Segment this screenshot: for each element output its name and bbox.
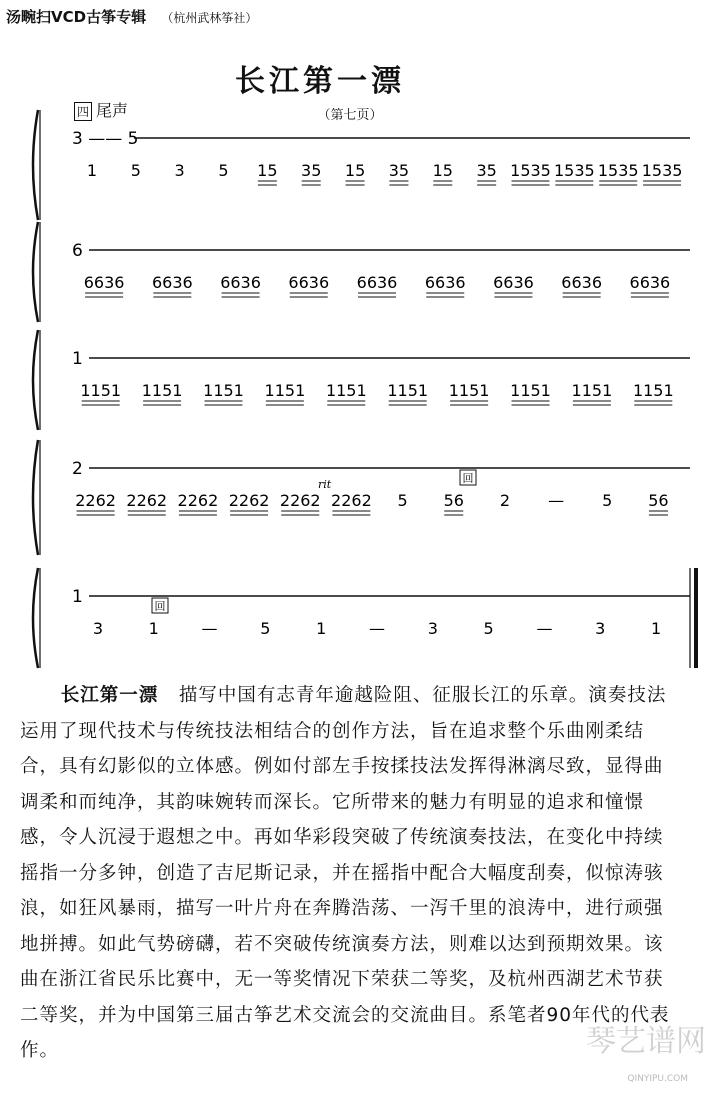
upper-note: 1 [72,587,83,607]
essay-lead: 长江第一漂 [60,685,159,706]
section-text: 尾声 [96,101,129,120]
jianpu-note: 2262 [177,491,219,510]
publisher: （杭州武林筝社） [161,11,258,25]
jianpu-note: 1151 [632,381,674,400]
jianpu-note: 5 [483,619,494,638]
jianpu-note: 2262 [228,491,270,510]
jianpu-note: 6636 [83,273,125,292]
series-title: 汤畹扫VCD古筝专辑 [6,8,147,26]
jianpu-note: 1151 [448,381,490,400]
jianpu-note: — [201,619,218,638]
system-brace [33,110,38,220]
jianpu-note: 2262 [126,491,168,510]
jianpu-note: 5 [130,161,141,180]
jianpu-note: 6636 [493,273,534,292]
jianpu-note: 1151 [325,381,367,400]
jianpu-note: 6636 [561,273,603,292]
jianpu-note: 1151 [510,381,551,400]
jianpu-note: 6636 [424,273,466,292]
watermark-url: QINYIPU.COM [627,1074,688,1084]
jianpu-note: 5 [602,491,613,510]
upper-note: 2 [72,459,83,479]
jianpu-note: — [536,619,553,638]
jianpu-note: 5 [260,619,271,638]
box-mark-text: 回 [462,472,474,485]
jianpu-note: 6636 [629,273,671,292]
jianpu-note: 3 [595,619,606,638]
jianpu-note: 1 [86,161,98,180]
jianpu-note: 35 [301,161,322,180]
jianpu-note: 6636 [220,273,261,292]
jianpu-note: 6636 [356,273,398,292]
jianpu-note: 1535 [553,161,595,180]
upper-note: 6 [72,241,83,261]
jianpu-note: 1151 [141,381,183,400]
box-mark-text: 回 [154,600,166,613]
jianpu-note: 3 [174,161,185,180]
jianpu-note: 56 [648,491,669,510]
upper-note: 1 [72,349,83,369]
jianpu-note: 2262 [279,491,321,510]
jianpu-note: 2 [499,491,511,510]
jianpu-note: 6636 [288,273,330,292]
jianpu-note: 1535 [641,161,683,180]
watermark: 琴艺谱网 [586,1024,706,1059]
system-brace [33,568,38,668]
system-brace [33,440,38,555]
jianpu-note: — [369,619,385,638]
score-systems [33,110,696,668]
jianpu-note: 1 [650,619,662,638]
jianpu-note: 15 [257,161,278,180]
jianpu-note: 5 [397,491,408,510]
jianpu-note: 5 [218,161,229,180]
jianpu-note: 3 [92,619,104,638]
upper-note: 3 —— 5 [72,129,139,149]
jianpu-note: 15 [432,161,453,180]
jianpu-note: 15 [344,161,366,180]
piece-title: 长江第一漂 [235,64,405,99]
system-brace [33,330,38,430]
jianpu-note: 1 [316,619,327,638]
jianpu-note: — [548,491,565,510]
page-label: （第七页） [317,108,383,123]
jianpu-note: 1151 [80,381,122,400]
section-number: 四 [74,102,92,121]
jianpu-note: 1 [148,619,159,638]
jianpu-note: 3 [427,619,438,638]
jianpu-note: 2262 [75,491,116,510]
system-brace [33,222,38,322]
essay-text: 描写中国有志青年逾越险阻、征服长江的乐章。演奏技法运用了现代技术与传统技法相结合的创作方法，旨在追求整个乐曲刚柔结合，具有幻影似的立体感。例如付部左手按揉技法发挥得淋漓尽致，显得曲调柔和而纯净，其韵味婉转而深长。它所带来的魅力有明显的追求和憧憬感，令人沉浸于遐想之中。再如华彩段突破了传统演奏技法，在变化中持续摇指一分多钟，创造了吉尼斯记录，并在摇指中配合大幅度刮奏，似惊涛骇浪，如狂风暴雨，描写一叶片舟在奔腾浩荡、一泻千里的浪涛中，进行顽强地拼搏。如此气势磅礴，若不突破传统演奏方法，则难以达到预期效果。该曲在浙江省民乐比赛中，无一等奖情况下荣获二等奖，及杭州西湖艺术节获二等奖，并为中国第三届古筝艺术交流会的交流曲目。系笔者90年代的代表作。 [20,685,670,1061]
rit-mark: rit [318,478,332,491]
jianpu-note: 1535 [597,161,639,180]
jianpu-note: 1535 [510,161,551,180]
jianpu-note: 1151 [387,381,429,400]
jianpu-note: 1151 [203,381,244,400]
jianpu-note: 35 [388,161,410,180]
jianpu-note: 1151 [264,381,306,400]
jianpu-note: 56 [443,491,464,510]
jianpu-note: 35 [476,161,497,180]
jianpu-note: 1151 [571,381,613,400]
jianpu-note: 2262 [331,491,372,510]
essay [20,678,670,1069]
jianpu-note: 6636 [151,273,193,292]
